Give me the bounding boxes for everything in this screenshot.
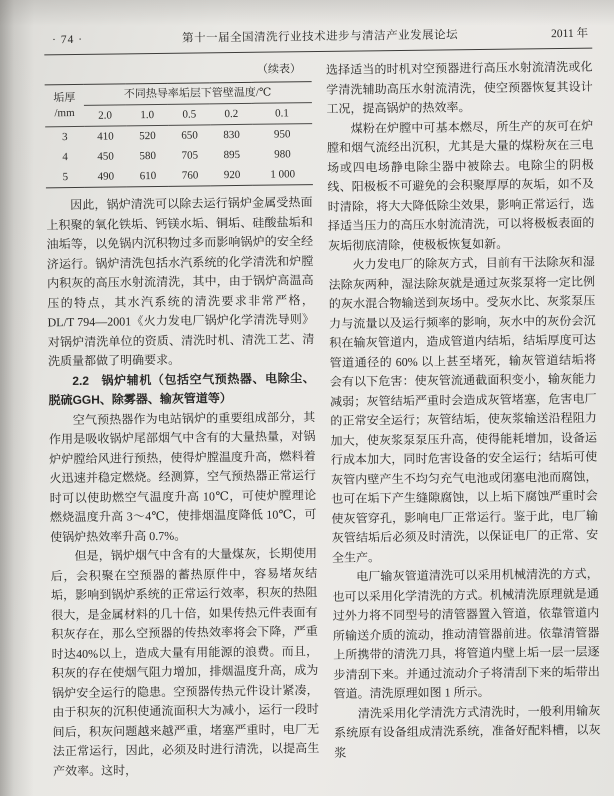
conductivity-header: 1.0	[126, 104, 168, 126]
temperature-cell: 830	[223, 128, 240, 141]
temperature-cell: 410	[97, 130, 114, 143]
temperature-cell: 610	[139, 169, 157, 182]
thickness-cell: 3	[62, 130, 68, 143]
temperature-cell: 980	[274, 147, 291, 161]
temperature-cell: 920	[223, 168, 241, 181]
temperature-cell: 760	[181, 168, 199, 182]
conference-title: 第十一届全国清洗行业技术进步与清洁产业发展论坛	[182, 29, 459, 45]
table-corner-header	[45, 84, 85, 126]
paragraph-preheater-cleaning-continued: 选择适当的时机对空预器进行高压水射流清洗或化学清洗辅助高压水射流清洗，使空预器恢复其设计工况，提高锅炉的热效率。	[325, 59, 593, 116]
conductivity-header: 0.1	[252, 103, 311, 125]
temperature-cell: 705	[181, 148, 199, 162]
temperature-cell: 520	[139, 129, 156, 142]
temperature-cell: 895	[223, 148, 241, 161]
temperature-cell: 1 000	[270, 167, 296, 181]
paragraph-boiler-cleaning: 因此，锅炉清洗可以除去运行锅炉金属受热面上积聚的氧化铁垢、钙镁水垢、铜垢、硅酸盐垢和油垢等，以免锅内沉积物过多而影响锅炉的安全经济运行。锅炉清洗包括水汽系统的化学清洗和炉膛内积灰的高压水射流清洗，其中，由于锅炉高温高压的特点，其水汽系统的清洗要求非常严格，DL/T 794—2001《火力发电厂锅炉化学清洗导则》对锅炉清洗单位的资质、清洗时机、清洗工艺、清洗质量都做了明确要求。	[46, 195, 315, 369]
conductivity-header: 0.2	[210, 103, 252, 125]
temperature-cell: 950	[273, 127, 291, 141]
temperature-cell: 450	[97, 150, 114, 163]
temperature-cell: 650	[181, 128, 198, 142]
paragraph-precipitator-cleaning: 煤粉在炉膛中可基本燃尽，所生产的灰可在炉膛和烟气流经出沉积，尤其是大量的煤粉灰在三电场或四电场静电除尘器中被除去。电除尘的阴极线、阳极板不可避免的会积聚厚厚的灰垢，如不及时清除，将大大降低除尘效果，影响正常运行，选择适当压力的高压水射流清洗，可以将极板表面的灰垢彻底清除，使极板恢复如新。	[326, 118, 595, 253]
section-title: 锅炉辅机（包括空气预热器、电除尘、脱硫GGH、除雾器、输灰管道等）	[48, 370, 315, 408]
table-row	[46, 164, 313, 188]
running-header	[44, 25, 592, 56]
page-number: · 74 ·	[52, 33, 84, 47]
thickness-cell: 4	[62, 150, 68, 163]
section-number: 2.2	[72, 373, 90, 388]
thickness-cell: 5	[62, 170, 69, 183]
left-column	[44, 61, 319, 781]
page-content	[44, 25, 601, 782]
section-heading-2-2	[48, 369, 315, 411]
paragraph-ash-fouling: 但是，锅炉烟气中含有的大量煤灰，长期使用后，会积聚在空预器的蓄热原件中，容易堵灰结垢，影响到锅炉系统的正常运行效率，积灰的热阻很大，是金属材料的几十倍，如果传热元件表面有积灰存在，那么空预器的传热效率将会下降，严重时达40%以上，造成大量有用能源的浪费。而且，积灰的存在使烟气阻力增加，排烟温度升高，成为锅炉安全运行的隐患。空预器传热元件设计紧凑，由于积灰的沉积使通流面积大为减小，运行一段时间后，积灰问题越来越严重，堵塞严重时，电厂无法正常运行，因此，必须及时进行清洗，以提高生产效率。这时，	[50, 546, 320, 778]
scale-thickness-temperature-table	[45, 81, 313, 188]
table-span-header: 不同热导率垢层下管壁温度/℃	[84, 82, 312, 106]
paragraph-mechanical-cleaning: 电厂输灰管道清洗可以采用机械清洗的方式，也可以采用化学清洗的方式。机械清洗原理就是通过外力将不同型号的清管器置入管道，依靠管道内所输送介质的流动，推动清管器前进。依靠清管器上所携带的清洗刀具，将管道内壁上垢一层一层逐步清刮下来。并通过流动介子将清刮下来的垢带出管道。清洗原理如图 1 所示。	[332, 566, 600, 701]
temperature-cell: 580	[139, 149, 157, 162]
header-year: 2011 年	[551, 27, 589, 41]
temperature-cell: 490	[97, 170, 115, 183]
corner-header-line1: 垢厚	[53, 91, 76, 104]
right-column	[326, 58, 601, 778]
paragraph-ash-pipe-scaling: 火力发电厂的除灰方式，目前有干法除灰和湿法除灰两种，湿法除灰就是通过灰浆泵将一定比例的灰水混合物输送到灰场中。受灰水比、灰浆泵压力与流量以及运行频率的影响，灰水中的灰份会沉积在输灰管道内，造成管道内结垢，结垢厚度可达管道通径的 60% 以上甚至堵死，输灰管道结垢将会有以下危害：使灰管流通截面积变小，输灰能力减弱；灰管结垢严重时会造成灰管堵塞，危害电厂的正常安全运行；灰管结垢，使灰浆输送沿程阻力加大，使灰浆泵泵压升高，使得能耗增加，设备运行成本加大，同时危害设备的安全运行；结垢可使灰管内壁产生不均匀充气电池或闭塞电池而腐蚀，也可在垢下产生缝隙腐蚀，以上垢下腐蚀严重时会使灰管穿孔，影响电厂正常运行。鉴于此，电厂输灰管结垢后必须及时清洗，以保证电厂的正常、安全生产。	[328, 254, 599, 565]
paragraph-air-preheater: 空气预热器作为电站锅炉的重要组成部分，其作用是吸收锅炉尾部烟气中含有的大量热量，对锅炉炉膛给风进行预热，使得炉膛温度升高，燃料着火迅速并稳定燃烧。经测算，空气预热器正常运行时可以使助燃空气温度升高 10℃，可使炉膛理论燃烧温度升高 3～4℃，使排烟温度降低 10℃，可使锅炉热效率升高 0.7%。	[48, 409, 317, 544]
table-continued-label: （续表）	[256, 63, 302, 76]
conductivity-header: 0.5	[168, 104, 210, 126]
paragraph-chemical-cleaning: 清洗采用化学清洗方式清洗时，一般利用输灰系统原有设备组成清洗系统，准备好配料槽，以灰浆	[334, 703, 601, 760]
two-column-body	[44, 58, 601, 782]
corner-header-line2: /mm	[54, 106, 75, 119]
conductivity-header: 2.0	[84, 105, 126, 127]
